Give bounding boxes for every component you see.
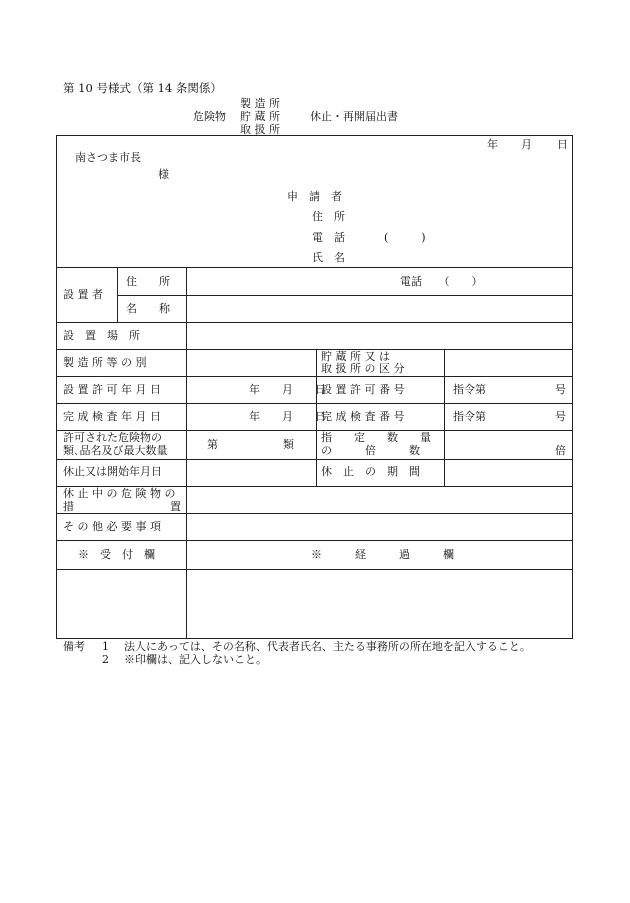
row-line (56, 403, 573, 404)
col-line (186, 267, 187, 639)
hazmat-label-2: 類､品名及び最大数量 (63, 444, 168, 457)
inspection-no-prefix: 指令第 (453, 410, 486, 423)
progress-label: ※ 経 過 欄 (311, 548, 454, 561)
permit-date-label: 設 置 許 可 年 月 日 (63, 383, 161, 396)
multiple-label-1: 指 定 数 量 (321, 431, 431, 444)
note-2-text: ※印欄は、記入しないこと。 (124, 653, 267, 666)
permit-no-prefix: 指令第 (453, 383, 486, 396)
applicant-address-label: 住 所 (312, 210, 345, 223)
inspection-no-label: 完 成 検 査 番 号 (321, 410, 405, 423)
measures-label-2a: 措 (63, 500, 74, 513)
hazmat-label-1: 許可された危険物の (63, 431, 162, 444)
addressee-honorific: 様 (158, 168, 169, 181)
title-prefix: 危険物 (193, 110, 226, 123)
storage-type-label-2: 取 扱 所 の 区 分 (321, 362, 405, 375)
location-label: 設 置 場 所 (63, 329, 140, 342)
row-line (56, 513, 573, 514)
facility-type-storage: 貯 蔵 所 (240, 110, 280, 123)
suspend-period-label: 休 止 の 期 間 (321, 465, 420, 478)
facility-type-manufacture: 製 造 所 (240, 97, 280, 110)
permit-date-value: 年 月 日 (249, 383, 326, 396)
date-day: 日 (557, 138, 568, 151)
applicant-heading: 申 請 者 (287, 190, 342, 203)
suspend-date-label: 休止又は開始年月日 (63, 465, 162, 478)
date-month: 月 (521, 138, 532, 151)
measures-label-2b: 置 (170, 500, 181, 513)
notes-label: 備考 (63, 640, 85, 653)
inspection-date-value: 年 月 日 (249, 410, 326, 423)
row-line (56, 540, 573, 541)
note-1-text: 法人にあっては、その名称、代表者氏名、主たる事務所の所在地を記入すること。 (124, 640, 531, 653)
inspection-no-suffix: 号 (555, 410, 566, 423)
inspection-date-label: 完 成 検 査 年 月 日 (63, 410, 161, 423)
multiple-label-2: の 倍 数 (321, 444, 420, 457)
row-line (56, 569, 573, 570)
addressee-mayor: 南さつま市長 (75, 151, 141, 164)
applicant-name-label: 氏 名 (312, 251, 345, 264)
form-id: 第 10 号様式（第 14 条関係） (63, 81, 222, 95)
hazmat-class-suffix: 類 (283, 438, 294, 451)
row-line (56, 322, 573, 323)
hazmat-class-prefix: 第 (207, 438, 218, 451)
other-label: そ の 他 必 要 事 項 (63, 520, 161, 533)
installer-phone: 電話 （ ） (400, 275, 483, 288)
col-line (117, 267, 118, 322)
installer-name-label: 名 称 (126, 302, 170, 315)
facility-type-handling: 取 扱 所 (240, 123, 280, 136)
applicant-phone-parens: ( ) (384, 231, 426, 244)
permit-no-label: 設 置 許 可 番 号 (321, 383, 405, 396)
note-2-number: 2 (102, 653, 109, 666)
measures-label-1: 休 止 中 の 危 険 物 の (63, 487, 176, 500)
multiple-unit: 倍 (555, 444, 566, 457)
facility-type-label: 製 造 所 等 の 別 (63, 356, 147, 369)
storage-type-label-1: 貯 蔵 所 又 は (321, 350, 390, 363)
date-year: 年 (487, 138, 498, 151)
row-line (56, 376, 573, 377)
applicant-phone-label: 電 話 (312, 231, 345, 244)
installer-label: 設 置 者 (63, 288, 103, 301)
installer-address-label: 住 所 (126, 275, 170, 288)
permit-no-suffix: 号 (555, 383, 566, 396)
reception-label: ※ 受 付 欄 (78, 548, 155, 561)
col-line (444, 349, 445, 486)
row-line (56, 349, 573, 350)
note-1-number: 1 (102, 640, 109, 653)
title-suffix: 休止・再開届出書 (310, 110, 398, 123)
row-line (56, 459, 573, 460)
